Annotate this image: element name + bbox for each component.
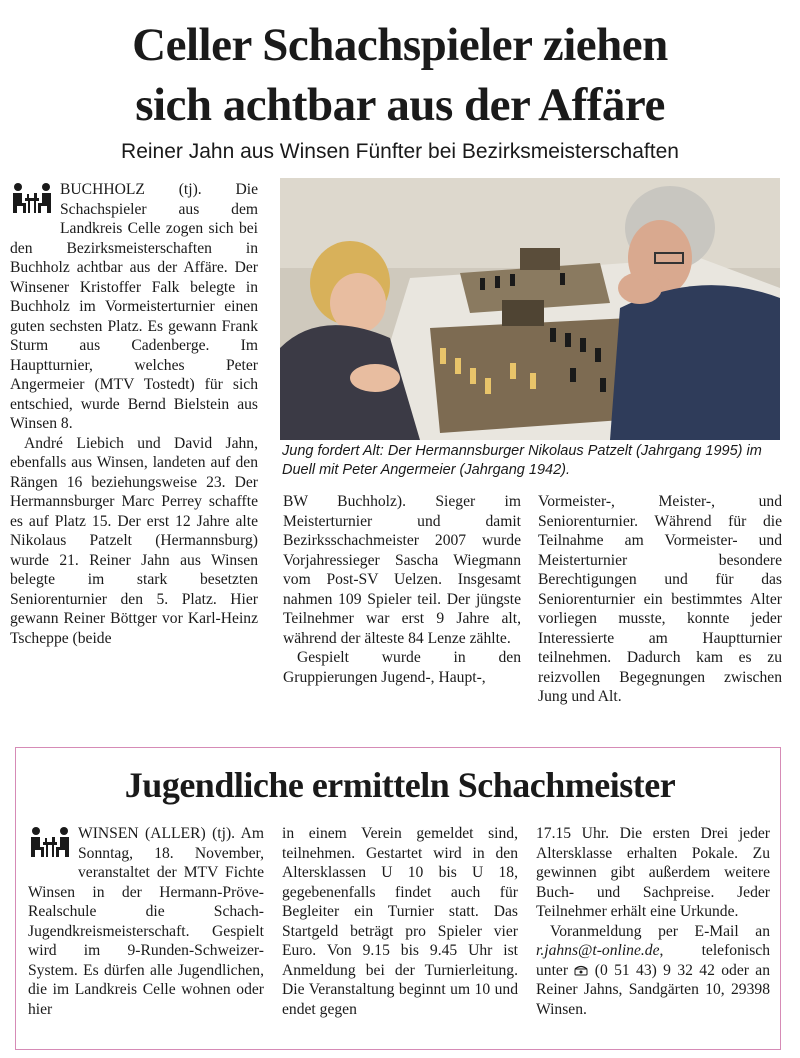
article1-paragraph: André Liebich und David Jahn, ebenfalls aus Winsen, landeten auf den Rängen 16 beziehungsweise 23. Der Hermannsburger Marc Perrey schaffte es auf Platz 15. Der erst 12 Jahre alte Nikolaus Patzelt (Hermannsburg) wurde 21. Reiner Jahn aus Winsen belegte im stark besetzten Seniorenturnier den 5. Platz. Hier gewann Reiner Böttger vor Karl-Heinz Tscheppe (beide [10, 434, 258, 647]
article1-dateline: BUCHHOLZ (tj). [60, 181, 202, 198]
article2-column-2 [282, 824, 518, 1019]
article2-column-1 [28, 824, 264, 1019]
chess-players-icon [10, 180, 54, 220]
article1-column-3 [538, 492, 782, 707]
article1-paragraph: Vormeister-, Meister-, und Seniorenturnier. Während für die Teilnahme am Vormeister- und Meisterturnier besondere Berechtigungen und für das Seniorenturnier ein bestimmtes Alter vorliegen musste, konnte jeder Interessierte am Hauptturnier teilnehmen. Dadurch kam es zu reizvollen Begegnungen zwischen Jung und Alt. [538, 493, 782, 705]
article2-paragraph: Am Sonntag, 18. November, veranstaltet der MTV Fichte Winsen in der Hermann-Pröve-Realschule die Schach-Jugendkreismeisterschaft. Gespielt wird im 9-Runden-Schweizer-System. Es dürfen alle Jugendlichen, die im Landkreis Celle wohnen oder hier [28, 825, 264, 1018]
contact-prefix: Voranmeldung per E-Mail an [550, 922, 770, 940]
contact-email: r.jahns@t-online.de [536, 942, 660, 959]
article1-subheadline: Reiner Jahn aus Winsen Fünfter bei Bezirksmeisterschaften [121, 140, 679, 163]
article2-contact-paragraph [536, 922, 770, 1020]
article2-headline: Jugendliche ermitteln Schachmeister [124, 765, 676, 805]
article1-column-2 [283, 492, 521, 687]
photo-caption: Jung fordert Alt: Der Hermannsburger Nikolaus Patzelt (Jahrgang 1995) im Duell mit Peter Angermeier (Jahrgang 1942). [282, 443, 762, 478]
article1-paragraph: Die Schachspieler aus dem Landkreis Celle zogen sich bei den Bezirksmeisterschaften in Buchholz achtbar aus der Affäre. Der Winsener Kristoffer Falk belegte in Buchholz im Vormeisterturnier einen guten sechsten Platz. Es gewann Frank Sturm aus Cadenberge. Im Hauptturnier, welches Peter Angermeier (MTV Tostedt) für sich entschied, wurde Bernd Bielstein aus Winsen 8. [10, 181, 258, 432]
article1-paragraph: BW Buchholz). Sieger im Meisterturnier und damit Bezirksschachmeister 2007 wurde Vorjahressieger Sascha Wiegmann vom Post-SV Uelzen. Insgesamt nahmen 109 Spieler teil. Der jüngste Teilnehmer war erst 9 Jahre alt, während der älteste 84 Lenze zählte. [283, 493, 521, 647]
article1-headline-line2: sich achtbar aus der Affäre [135, 79, 665, 131]
contact-phone: (0 51 43) 9 32 42 [594, 961, 715, 979]
article2-dateline: WINSEN (ALLER) (tj). [78, 825, 236, 842]
article2-paragraph: 17.15 Uhr. Die ersten Drei jeder Altersklasse erhalten Pokale. Zu gewinnen gibt außerdem weitere Buch- und Sachpreise. Jeder Teilnehmer erhält eine Urkunde. [536, 825, 770, 920]
article1-headline-line1: Celler Schachspieler ziehen [132, 19, 668, 71]
article1-column-1 [10, 180, 258, 648]
chess-photo [280, 178, 780, 440]
contact-suffix: oder an Reiner Jahns, Sandgärten 10, 29398 Winsen. [536, 961, 771, 1018]
contact-mid: , telefonisch unter [536, 942, 770, 979]
chess-players-icon [28, 824, 72, 864]
article2-column-3 [536, 824, 770, 1019]
article2-paragraph: in einem Verein gemeldet sind, teilnehmen. Gestartet wird in den Altersklassen U 10 bis U 18, gegebenenfalls findet auch für Begleiter ein Turnier statt. Das Startgeld beträgt pro Spieler vier Euro. Von 9.15 bis 9.45 Uhr ist Anmeldung bei der Turnierleitung. Die Veranstaltung beginnt um 10 und endet gegen [282, 825, 518, 1018]
article1-paragraph: Gespielt wurde in den Gruppierungen Jugend-, Haupt-, [283, 649, 521, 686]
telephone-icon [574, 962, 594, 979]
